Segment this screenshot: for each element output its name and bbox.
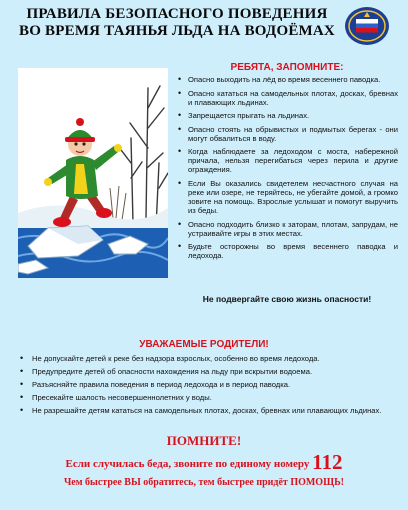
parents-rule: • Не допускайте детей к реке без надзора взрослых, особенно во время ледохода. xyxy=(18,354,390,363)
kids-rule: • Когда наблюдаете за ледоходом с моста, набережной причала, нельзя перегибаться через перила и другие ограждения. xyxy=(176,147,398,174)
kids-warning: Не подвергайте свою жизнь опасности! xyxy=(202,294,372,304)
kids-rule: • Опасно подходить близко к заторам, плотам, запрудам, не устраивайте игры в этих местах. xyxy=(176,220,398,238)
kids-rule: • Запрещается прыгать на льдинах. xyxy=(176,111,398,120)
help-fast-line: Чем быстрее ВЫ обратитесь, тем быстрее придёт ПОМОЩЬ! xyxy=(63,477,345,488)
emergency-emblem-icon xyxy=(344,6,390,46)
parents-rule: • Не разрешайте детям кататься на самодельных плотах, досках, бревнах или плавающих льдинах. xyxy=(18,406,390,415)
kids-rule: • Опасно стоять на обрывистых и подмытых берегах - они могут обвалиться в воду. xyxy=(176,125,398,143)
parents-rules-list xyxy=(18,354,390,419)
kids-rule: • Если Вы оказались свидетелем несчастного случая на реке или озере, не теряйтесь, не убегайте домой, а громко зовите на помощь. Взрослые услышат и помогут выручить из беды. xyxy=(176,179,398,215)
kids-heading: РЕБЯТА, ЗАПОМНИТЕ: xyxy=(230,62,344,73)
emergency-phone-number: 112 xyxy=(312,450,343,474)
emergency-call-line xyxy=(0,450,408,475)
title-line-1: ПРАВИЛА БЕЗОПАСНОГО ПОВЕДЕНИЯ xyxy=(26,6,328,22)
parents-rule: • Разъясняйте правила поведения в период ледохода и в период паводка. xyxy=(18,380,390,389)
kids-rules-list xyxy=(176,75,398,265)
remember-heading: ПОМНИТЕ! xyxy=(166,433,242,448)
kids-rule: • Опасно выходить на лёд во время весеннего паводка. xyxy=(176,75,398,84)
child-on-ice-illustration xyxy=(18,68,168,278)
page-title xyxy=(12,6,342,40)
call-text: Если случилась беда, звоните по единому номеру xyxy=(65,458,310,470)
kids-rule: • Опасно кататься на самодельных плотах, досках, бревнах и плавающих льдинах. xyxy=(176,89,398,107)
parents-rule: • Предупредите детей об опасности нахождения на льду при вскрытии водоема. xyxy=(18,367,390,376)
parents-rule: • Пресекайте шалость несовершеннолетних у воды. xyxy=(18,393,390,402)
title-line-2: ВО ВРЕМЯ ТАЯНЬЯ ЛЬДА НА ВОДОЁМАХ xyxy=(19,23,335,39)
parents-heading: УВАЖАЕМЫЕ РОДИТЕЛИ! xyxy=(139,339,269,350)
kids-rule: • Будьте осторожны во время весеннего паводка и ледохода. xyxy=(176,242,398,260)
